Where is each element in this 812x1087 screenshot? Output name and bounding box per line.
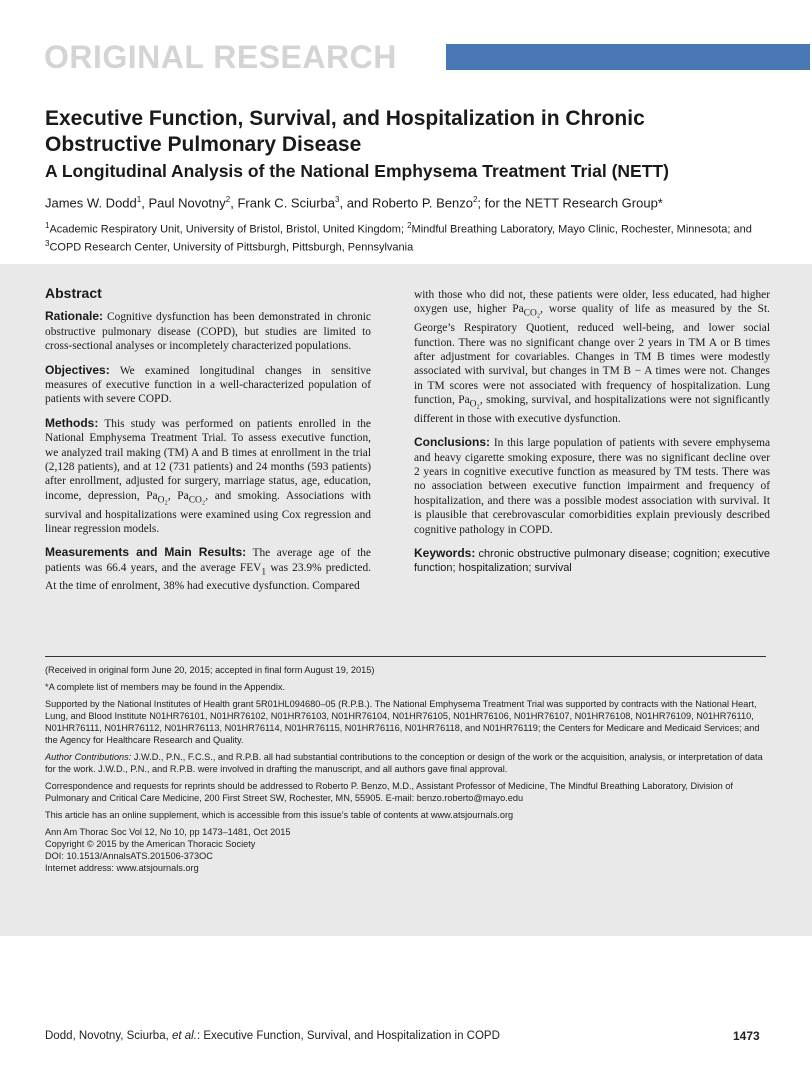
abstract-right-column [414,288,770,585]
contributions-label: Author Contributions: [45,752,132,762]
author-name: Frank C. Sciurba [237,195,336,211]
methods-text-cont: and smoking. Associations with survival and hospitalizations were examined using Cox regression and linear regression models. [45,489,371,535]
affiliation-text: COPD Research Center, University of Pittsburgh, Pittsburgh, Pennsylvania [49,241,414,254]
methods-text: This study was performed on patients enrolled in the National Emphysema Treatment Trial. To assess executive function, we analyzed trail making (TM) A and B times at enrollment in the trial (2,128 patients), and at 12 (731 patients) and 24 months (593 patients) after enrollment, adjusted for surgery, marriage status, age, education, income, depression, [45,417,371,502]
objectives-label: Objectives: [45,362,110,377]
correspondence-note: Correspondence and requests for reprints should be addressed to Roberto P. Benzo, M.D., Assistant Professor of Medicine, The Mindful Breathing Laboratory, Division of Pulmonary and Critical Care Medicine, 200 First Street SW, Rochester, MN, 55905. E-mail: benzo.roberto@mayo.edu [45,781,733,803]
affiliation-number: 3 [45,238,50,248]
results-label: Measurements and Main Results: [45,545,247,560]
affiliation-number: 2 [407,221,412,230]
affiliation-mark: 1 [136,195,142,204]
article-notes [45,664,769,874]
contributions-note [45,751,769,775]
objectives-text: We examined longitudinal changes in sensitive measures of executive function in a well-characterized population of patients with severe COPD. [45,364,371,406]
results-continued: with those who did not, these patients were older, less educated, had higher oxygen use, higher $Pa_{CO_2}$, worse quality of life as measured by the St. George’s Respiratory Quotient, reduced well-being, and lower social function. There was no significant change over 2 years in TM A or B times after adjustment for covariables. Changes in TM B times were modestly associated with survival, but changes in TM B − A times were not. Changes in TM scores were not associated with frequency of hospitalization. Lung function, $Pa_{O_2}$, smoking, survival, and hospitalizations were not significantly different in those with executive dysfunction. [414,289,770,425]
keywords-label: Keywords: [414,546,476,561]
authors-suffix: ; for the NETT Research Group* [477,195,663,211]
support-note: Supported by the National Institutes of Health grant 5R01HL094680–05 (R.P.B.). The National Emphysema Treatment Trial was supported by contracts with the National Heart, Lung, and Blood Institute N01HR76101, N01HR76102, N01HR76103, N01HR76104, N01HR76105, N01HR76106, N01HR76107, N01HR76108, N01HR76109, N01HR76110, N01HR76111, N01HR76112, N01HR76113, N01HR76114, N01HR76115, N01HR76116, N01HR76118, and N01HR76119; the Centers for Medicare and Medicaid Services; and the Agency for Healthcare Research and Quality. [45,699,760,745]
affiliation-mark: 2 [225,195,231,204]
keywords-text: chronic obstructive pulmonary disease; cognition; executive function; hospitalization; survival [414,548,770,575]
contributions-text: J.W.D., P.N., F.C.S., and R.P.B. all had substantial contributions to the conception or design of the work or the acquisition, analysis, or interpretation of data for the work. J.W.D., P.N., and R.P.B. were involved in drafting the manuscript, and all authors gave final approval. [45,752,763,774]
received-note: (Received in original form June 20, 2015; accepted in final form August 19, 2015) [45,665,375,675]
conclusions-paragraph [414,435,770,537]
conclusions-label: Conclusions: [414,435,491,450]
conclusions-text: In this large population of patients with severe emphysema and heavy cigarette smoking exposure, there was no significant decline over 2 years in cognitive executive function as measured by TM tests. There was no association between executive function impairment and frequency of hospitalization, and there was a possible modest association with survival. It is plausible that cerebrovascular comorbidities explain previously described cognitive pathology in COPD. [414,437,770,536]
running-footer: Dodd, Novotny, Sciurba, et al.: Executive Function, Survival, and Hospitalization in COPD [45,1030,500,1042]
rationale-label: Rationale: [45,309,104,324]
abstract-left-column [45,286,371,603]
affiliation-text: Mindful Breathing Laboratory, Mayo Clinic, Rochester, Minnesota; and [411,223,752,236]
keywords-paragraph [414,546,770,576]
abstract-heading: Abstract [45,285,102,301]
affiliation-mark: 3 [335,195,340,204]
methods-label: Methods: [45,415,99,430]
results-text: The average age of the patients was 66.4 years, and the average [45,547,371,574]
members-note: *A complete list of members may be found in the Appendix. [45,682,286,692]
doi-line: DOI: 10.1513/AnnalsATS.201506-373OC [45,851,213,861]
page-number: 1473 [733,1029,760,1043]
citation-line: Ann Am Thorac Soc Vol 12, No 10, pp 1473–1481, Oct 2015 [45,827,291,837]
section-label: ORIGINAL RESEARCH [44,39,397,75]
affiliation-text: Academic Respiratory Unit, University of Bristol, Bristol, United Kingdom; [49,223,408,236]
banner-accent-bar [446,44,810,70]
results-paragraph: Measurements and Main Results: The average age of the patients was 66.4 years, and the average $FEV_1$ was 23.9% predicted. At the time of enrolment, 38% had executive dysfunction. Compared [45,545,371,593]
affiliations [45,219,765,254]
author-list: James W. Dodd$^1$, Paul Novotny$^2$, Frank C. Sciurba$^3$, and Roberto P. Benzo$^2$; for the NETT Research Group* [45,195,663,211]
rationale-paragraph [45,309,371,353]
supplement-note: This article has an online supplement, which is accessible from this issue’s table of contents at www.atsjournals.org [45,810,514,820]
results-text-cont: was 23.9% predicted. At the time of enrolment, 38% had executive dysfunction. Compared [45,561,371,593]
author-name: James W. Dodd [45,195,137,211]
affiliation-number: 1 [45,221,50,230]
section-banner [44,40,804,74]
copyright-line: Copyright © 2015 by the American Thoracic Society [45,839,256,849]
affiliation-mark: 2 [472,195,478,204]
author-name: Roberto P. Benzo [372,195,473,211]
article-subtitle: A Longitudinal Analysis of the National Emphysema Treatment Trial (NETT) [45,161,669,181]
notes-divider [45,656,766,657]
methods-paragraph: Methods: This study was performed on patients enrolled in the National Emphysema Treatment Trial. To assess executive function, we analyzed trail making (TM) A and B times at enrollment in the trial (2,128 patients), and at 12 (731 patients) and 24 months (593 patients) after enrollment, adjusted for surgery, marriage status, age, education, income, depression, $Pa_{O_2}$, $Pa_{CO_2}$, and smoking. Associations with survival and hospitalizations were examined using Cox regression and linear regression models. [45,415,371,535]
internet-line: Internet address: www.atsjournals.org [45,863,199,873]
article-title: Executive Function, Survival, and Hospitalization in Chronic Obstructive Pulmonary Disease [45,107,645,156]
objectives-paragraph [45,363,371,407]
author-name: Paul Novotny [148,195,226,211]
rationale-text: Cognitive dysfunction has been demonstrated in chronic obstructive pulmonary disease (COPD), but studies are limited to cross-sectional analyses or incompletely characterized populations. [45,311,371,353]
